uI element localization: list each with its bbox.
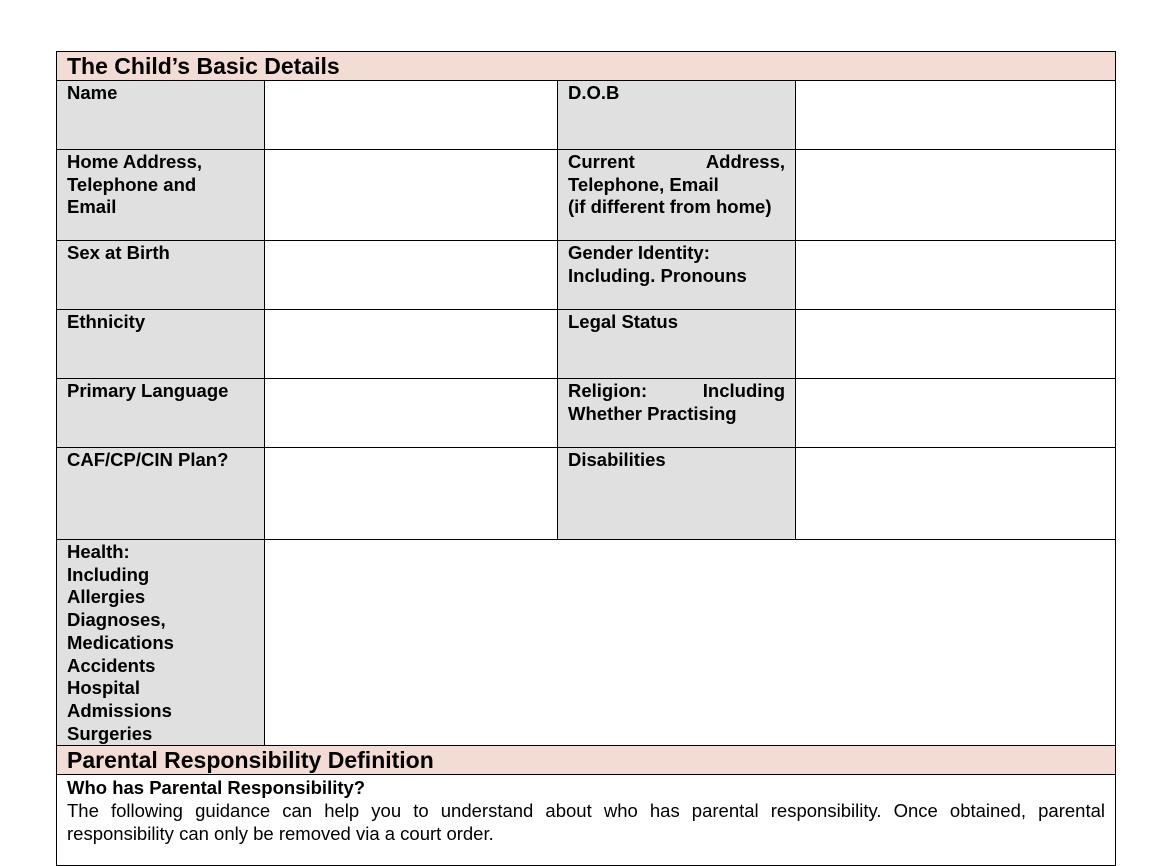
label-health: Health: Including Allergies Diagnoses, Medications Accidents Hospital Admissions Surgeries xyxy=(57,540,265,746)
label-primary-language: Primary Language xyxy=(57,379,265,448)
label-ethnicity: Ethnicity xyxy=(57,310,265,379)
label-gender-identity: Gender Identity: Including. Pronouns xyxy=(558,241,796,310)
child-details-form xyxy=(56,51,1115,866)
basic-details-table xyxy=(56,51,1116,866)
health-field[interactable] xyxy=(265,540,1116,746)
parental-guidance: The following guidance can help you to understand about who has parental responsibility. Once obtained, parental responsibility can only be removed via a court order. xyxy=(67,800,1105,844)
label-legal-status: Legal Status xyxy=(558,310,796,379)
section-title-parental-responsibility: Parental Responsibility Definition xyxy=(57,746,1116,775)
home-address-field[interactable] xyxy=(265,150,558,241)
ethnicity-field[interactable] xyxy=(265,310,558,379)
religion-field[interactable] xyxy=(796,379,1116,448)
label-dob: D.O.B xyxy=(558,81,796,150)
disabilities-field[interactable] xyxy=(796,448,1116,540)
gender-identity-field[interactable] xyxy=(796,241,1116,310)
label-disabilities: Disabilities xyxy=(558,448,796,540)
label-plan: CAF/CP/CIN Plan? xyxy=(57,448,265,540)
label-name: Name xyxy=(57,81,265,150)
label-home-address: Home Address, Telephone and Email xyxy=(57,150,265,241)
sex-at-birth-field[interactable] xyxy=(265,241,558,310)
legal-status-field[interactable] xyxy=(796,310,1116,379)
primary-language-field[interactable] xyxy=(265,379,558,448)
label-sex-at-birth: Sex at Birth xyxy=(57,241,265,310)
section-title-basic-details: The Child’s Basic Details xyxy=(57,52,1116,81)
name-field[interactable] xyxy=(265,81,558,150)
plan-field[interactable] xyxy=(265,448,558,540)
label-current-address: Current Address, Telephone, Email (if different from home) xyxy=(558,150,796,241)
current-address-field[interactable] xyxy=(796,150,1116,241)
dob-field[interactable] xyxy=(796,81,1116,150)
parental-question: Who has Parental Responsibility? xyxy=(67,777,366,799)
parental-responsibility-content xyxy=(57,775,1116,866)
label-religion: Religion: Including Whether Practising xyxy=(558,379,796,448)
